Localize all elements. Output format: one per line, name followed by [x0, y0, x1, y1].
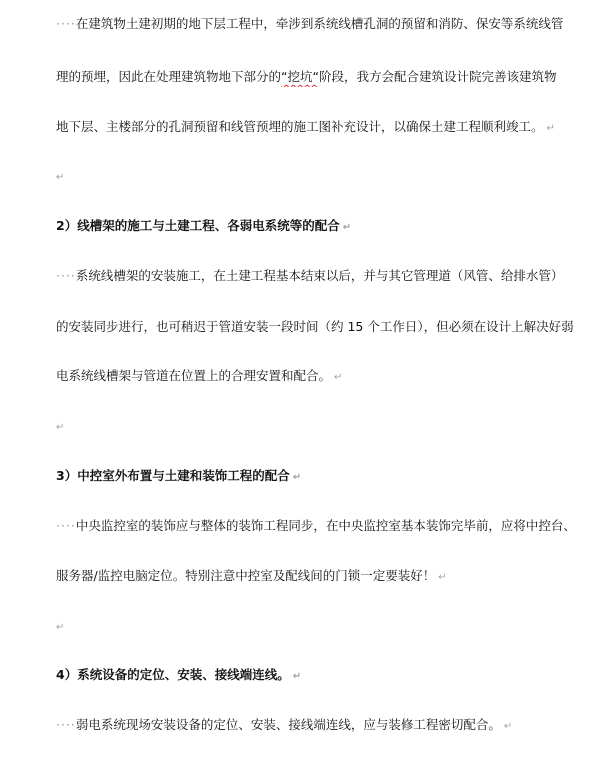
heading-2 — [56, 216, 596, 236]
text-run: 服务器/监控电脑定位。特别注意中控室及配线间的门锁一定要装好！ — [56, 568, 436, 583]
indent-dots: ···· — [56, 518, 76, 533]
paragraph-1-line-1 — [56, 14, 596, 34]
heading-4 — [56, 665, 596, 685]
empty-paragraph — [56, 166, 596, 186]
indent-dots: ···· — [56, 16, 76, 31]
text-run: 阶段，我方会配合建筑设计院完善该建筑物 — [318, 69, 557, 84]
paragraph-mark-icon: ↵ — [546, 123, 555, 134]
paragraph-3-line-2 — [56, 566, 596, 586]
paragraph-1-line-3 — [56, 117, 596, 137]
heading-text: 3）中控室外布置与土建和装饰工程的配合 — [56, 468, 290, 483]
paragraph-mark-icon: ↵ — [56, 622, 65, 633]
empty-paragraph — [56, 616, 596, 636]
paragraph-mark-icon: ↵ — [292, 472, 302, 483]
text-run: 的安装同步进行，也可稍迟于管道安装一段时间（约 15 个工作日），但必须在设计上解决好弱 — [56, 319, 574, 334]
paragraph-mark-icon: ↵ — [342, 222, 352, 233]
spellcheck-underlined-text: “挖坑“ — [281, 69, 319, 84]
heading-text: 4）系统设备的定位、安装、接线端连线。 — [56, 667, 290, 682]
text-run: 在建筑物土建初期的地下层工程中，牵涉到系统线槽孔洞的预留和消防、保安等系统线管 — [75, 16, 564, 31]
paragraph-mark-icon: ↵ — [503, 721, 513, 732]
indent-dots: ···· — [56, 717, 76, 732]
paragraph-1-line-2 — [56, 67, 596, 87]
text-run: 理的预埋，因此在处理建筑物地下部分的 — [56, 69, 282, 84]
paragraph-mark-icon: ↵ — [334, 372, 343, 383]
text-run: 中央监控室的装饰应与整体的装饰工程同步，在中央监控室基本装饰完毕前，应将中控台、 — [75, 518, 576, 533]
paragraph-2-line-3 — [56, 366, 596, 386]
text-run: 弱电系统现场安装设备的定位、安装、接线端连线，应与装修工程密切配合。 — [75, 717, 501, 732]
paragraph-2-line-1 — [56, 266, 596, 286]
paragraph-2-line-2 — [56, 317, 596, 337]
paragraph-mark-icon: ↵ — [438, 572, 447, 583]
paragraph-3-line-1 — [56, 516, 596, 536]
paragraph-mark-icon: ↵ — [292, 671, 302, 682]
paragraph-4-line-1 — [56, 715, 596, 735]
indent-dots: ···· — [56, 268, 76, 283]
text-run: 电系统线槽架与管道在位置上的合理安置和配合。 — [56, 368, 332, 383]
empty-paragraph — [56, 416, 596, 436]
heading-text: 2）线槽架的施工与土建工程、各弱电系统等的配合 — [56, 218, 340, 233]
paragraph-mark-icon: ↵ — [56, 422, 65, 433]
heading-3 — [56, 466, 596, 486]
text-run: 地下层、主楼部分的孔洞预留和线管预埋的施工图补充设计，以确保土建工程顺利竣工。 — [56, 119, 544, 134]
paragraph-mark-icon: ↵ — [56, 172, 65, 183]
text-run: 系统线槽架的安装施工，在土建工程基本结束以后，并与其它管理道（风管、给排水管） — [75, 268, 564, 283]
